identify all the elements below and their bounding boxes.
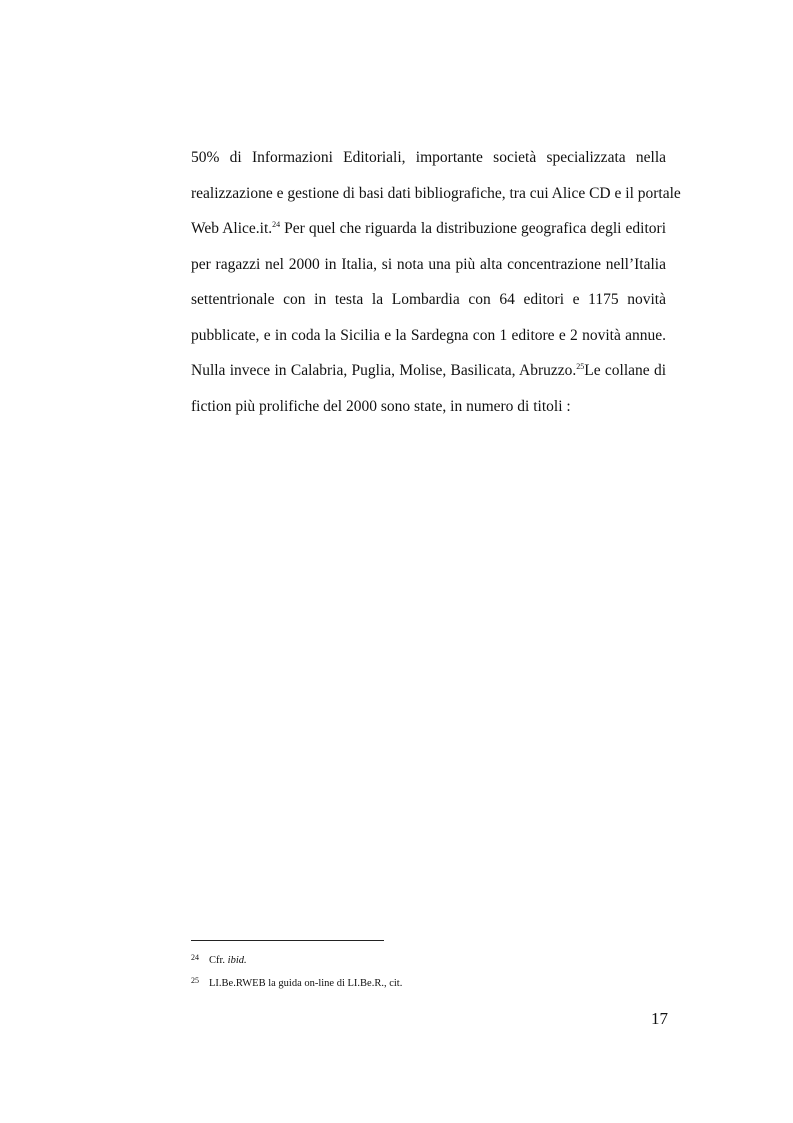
footnote-text: LI.Be.RWEB la guida on-line di LI.Be.R., cit. bbox=[209, 978, 403, 989]
footnote-italic-text: ibid. bbox=[227, 955, 247, 966]
body-line-3-end: Per quel che riguarda la distribuzione geografica degli editori bbox=[280, 220, 666, 237]
footnote-ref-25[interactable]: 25 bbox=[576, 362, 585, 371]
body-line-5: settentrionale con in testa la Lombardia con 64 editori e 1175 novità bbox=[191, 291, 666, 308]
body-line-2: realizzazione e gestione di basi dati bibliografiche, tra cui Alice CD e il portale bbox=[191, 184, 681, 202]
footnote-ref-24[interactable]: 24 bbox=[272, 220, 281, 229]
footnote-24 bbox=[191, 951, 247, 968]
footnote-marker: 25 bbox=[191, 976, 199, 985]
footnote-25 bbox=[191, 974, 402, 991]
body-line-6: pubblicate, e in coda la Sicilia e la Sardegna con 1 editore e 2 novità annue. bbox=[191, 326, 666, 344]
body-line-3-start: Web Alice.it. bbox=[191, 220, 273, 237]
body-paragraph bbox=[191, 140, 681, 424]
page-number: 17 bbox=[651, 1009, 668, 1028]
footnote-marker: 24 bbox=[191, 953, 199, 962]
body-line-7 bbox=[191, 353, 666, 389]
footnote-separator bbox=[191, 940, 384, 941]
body-line-3 bbox=[191, 211, 666, 247]
body-line-7-start: Nulla invece in Calabria, Puglia, Molise, Basilicata, Abruzzo. bbox=[191, 362, 577, 379]
body-line-7-end: Le collane di bbox=[584, 362, 666, 379]
footnote-text: Cfr. bbox=[209, 955, 228, 966]
body-line-8: fiction più prolifiche del 2000 sono state, in numero di titoli : bbox=[191, 397, 571, 415]
body-line-4: per ragazzi nel 2000 in Italia, si nota una più alta concentrazione nell’Italia bbox=[191, 255, 666, 273]
body-line-1: 50% di Informazioni Editoriali, importante società specializzata nella bbox=[191, 149, 666, 166]
